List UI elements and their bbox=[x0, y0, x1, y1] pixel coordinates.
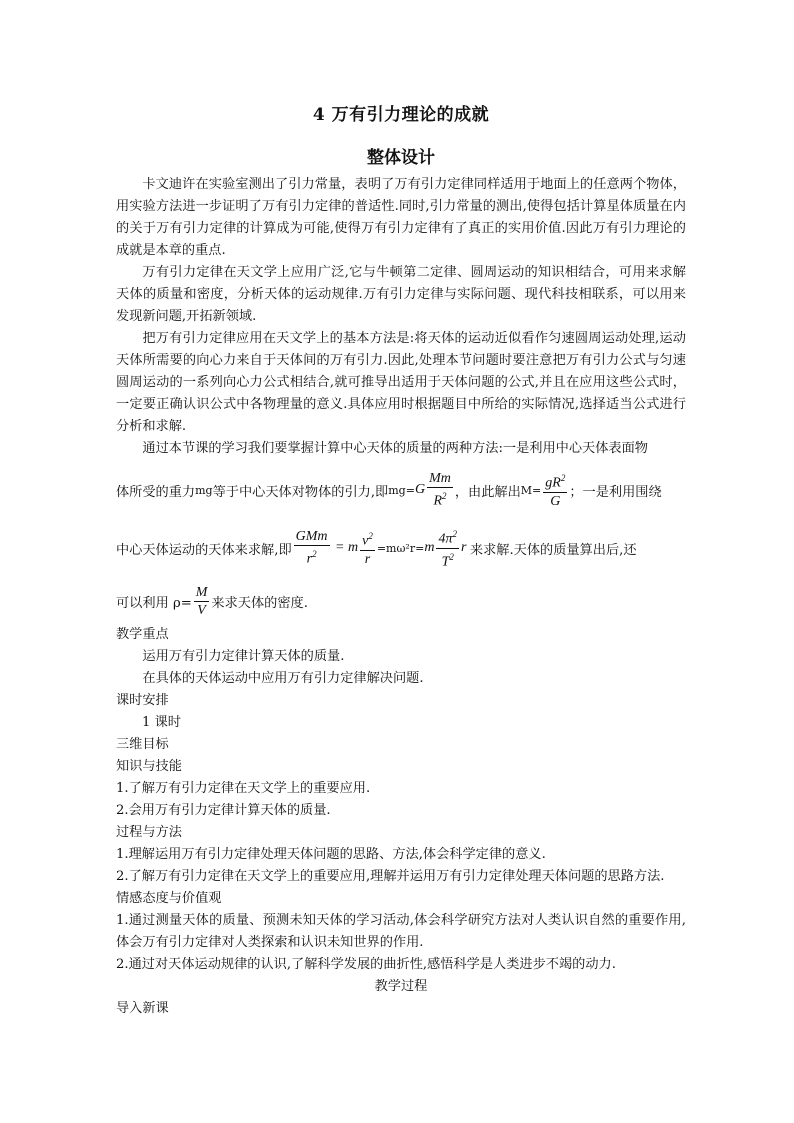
knowledge-item-2: 2.会用万有引力定律计算天体的质量. bbox=[116, 803, 331, 818]
formula-line-3: 可以利用 ρ= $\frac{M}{V}$ 来求天体的密度. bbox=[116, 584, 308, 618]
schedule-value: 1 课时 bbox=[142, 715, 181, 730]
paragraph-3: 把万有引力定律应用在天文学上的基本方法是:将天体的运动近似看作匀速圆周运动处理,运动天体所需要的向心力来自于天体间的万有引力.因此,处理本节问题时要注意把万有引力公式与匀速圆周运动的一系列向心力公式相结合,就可推导出适用于天体问题的公式,并且在应用这些公式时，一定要正确认识公式中各物理量的意义.具体应用时根据题目中所给的实际情况,选择适当公式进行分析和求解. bbox=[116, 331, 686, 434]
formula-line-1: 体所受的重力 mg 等于中心天体对物体的引力,即 mg= G $\frac{Mm}{R^2}$ ，由此解出 M= $\frac{gR^2}{G}$ ；一是利用围绕 bbox=[116, 471, 662, 509]
fraction-GMm-over-r2: $\frac{\text{GMm}}{r^2}$ bbox=[295, 529, 328, 567]
heading-schedule: 课时安排 bbox=[116, 693, 169, 708]
fraction-gR2-over-G: $\frac{gR^2}{G}$ bbox=[543, 470, 567, 510]
fraction-M-over-V: $\frac{M}{V}$ bbox=[195, 584, 208, 618]
document-title: 4 万有引力理论的成就 bbox=[312, 105, 490, 125]
knowledge-item-1: 1.了解万有引力定律在天文学上的重要应用. bbox=[116, 781, 371, 796]
paragraph-2: 万有引力定律在天文学上应用广泛,它与牛顿第二定律、圆周运动的知识相结合，可用来求解天体的质量和密度，分析天体的运动规律.万有引力定律与实际问题、现代科技相联系，可以用来发现新问题,开拓新领域. bbox=[116, 265, 686, 324]
heading-emotion: 情感态度与价值观 bbox=[116, 891, 222, 906]
process-item-1: 1.理解运用万有引力定律处理天体问题的思路、方法,体会科学定律的意义. bbox=[116, 847, 546, 862]
fraction-Mm-over-R2: $\frac{Mm}{R^2}$ bbox=[429, 471, 451, 509]
heading-teaching-process: 教学过程 bbox=[374, 979, 428, 994]
paragraph-1: 卡文迪许在实验室测出了引力常量，表明了万有引力定律同样适用于地面上的任意两个物体，用实验方法进一步证明了万有引力定律的普适性.同时,引力常量的测出,使得包括计算星体质量在内的关于万有引力定律的计算成为可能,使得万有引力定律有了真正的实用价值.因此万有引力理论的成就是本章的重点. bbox=[116, 177, 686, 258]
fraction-4pi2-over-T2: $\frac{4\pi^2}{T^2}$ bbox=[436, 526, 459, 570]
heading-goals: 三维目标 bbox=[116, 737, 169, 752]
fraction-v2-over-r: $\frac{v^2}{r}$ bbox=[360, 528, 375, 568]
emotion-item-1: 1.通过测量天体的质量、预测未知天体的学习活动,体会科学研究方法对人类认识自然的重要作用,体会万有引力定律对人类探索和认识未知世界的作用. bbox=[116, 913, 686, 950]
emotion-item-2: 2.通过对天体运动规律的认识,了解科学发展的曲折性,感悟科学是人类进步不竭的动力. bbox=[116, 957, 616, 972]
formula-G: G bbox=[414, 482, 426, 497]
key-point-2: 在具体的天体运动中应用万有引力定律解决问题. bbox=[142, 671, 424, 686]
heading-process: 过程与方法 bbox=[116, 825, 182, 840]
key-point-1: 运用万有引力定律计算天体的质量. bbox=[142, 649, 345, 664]
heading-knowledge: 知识与技能 bbox=[116, 759, 182, 774]
heading-key-points: 教学重点 bbox=[116, 627, 169, 642]
heading-intro: 导入新课 bbox=[116, 1001, 169, 1016]
formula-line-2: 中心天体运动的天体来求解,即 $\frac{\text{GMm}}{r^2}$ = m $\frac{v^2}{r}$ =mω²r= m $\frac{4\pi^2}{T^2}$ r 来求解.天体的质量算出后,还 bbox=[116, 520, 686, 576]
document-page bbox=[116, 100, 686, 1020]
process-item-2: 2.了解万有引力定律在天文学上的重要应用,理解并运用万有引力定律处理天体问题的思路方法. bbox=[116, 869, 665, 884]
section-title-overall-design: 整体设计 bbox=[367, 148, 435, 168]
paragraph-4: 通过本节课的学习我们要掌握计算中心天体的质量的两种方法:一是利用中心天体表面物 bbox=[142, 441, 648, 456]
